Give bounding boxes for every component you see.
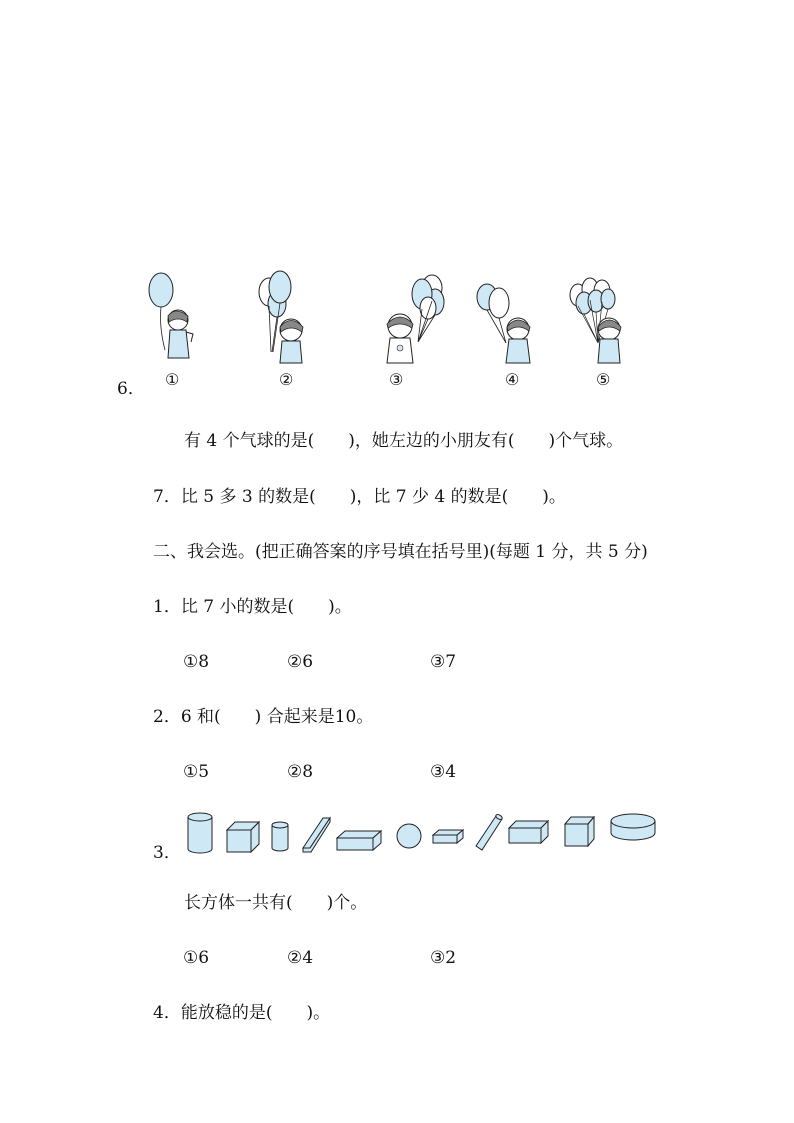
rod-icon: [476, 814, 503, 850]
s2-question-3-number: 3．: [153, 843, 181, 863]
kid-label-1: ①: [165, 370, 180, 389]
cylinder-small-icon: [272, 822, 288, 851]
balloon-kid-3: [382, 274, 447, 367]
s2-question-3-option-2: ②4: [287, 948, 314, 968]
s2-question-1-text: 1．比 7 小的数是( )。: [153, 597, 352, 617]
balloon-kid-2: [255, 270, 315, 367]
flat-box-icon: [337, 831, 381, 850]
balloon-kid-4: [476, 283, 536, 367]
kid-label-5: ⑤: [596, 370, 611, 389]
kid-label-4: ④: [505, 370, 520, 389]
s2-question-4-text: 4．能放稳的是( )。: [153, 1003, 331, 1023]
question-7-text: 7．比 5 多 3 的数是( )，比 7 少 4 的数是( )。: [153, 487, 566, 507]
section-2-title: 二、我会选。(把正确答案的序号填在括号里)(每题 1 分，共 5 分): [153, 542, 648, 562]
s2-question-2-option-3: ③4: [430, 762, 457, 782]
balloon-kid-5: [568, 277, 628, 367]
kid-label-3: ③: [389, 370, 404, 389]
disc-icon: [611, 814, 655, 840]
small-box-icon: [433, 830, 463, 843]
long-prism-icon: [303, 818, 330, 852]
s2-question-2-option-1: ①5: [183, 762, 210, 782]
s2-question-1-option-3: ③7: [430, 652, 457, 672]
s2-question-2-text: 2．6 和( ) 合起来是10。: [153, 707, 374, 727]
cube-icon: [227, 822, 259, 852]
shapes-row: [185, 810, 660, 858]
kid-label-2: ②: [279, 370, 294, 389]
cube-2-icon: [565, 817, 594, 846]
s2-question-2-option-2: ②8: [287, 762, 314, 782]
balloon-kid-1: [145, 272, 200, 367]
question-6-text: 有 4 个气球的是( )，她左边的小朋友有( )个气球。: [184, 431, 624, 451]
box-icon: [509, 821, 548, 843]
s2-question-3-option-3: ③2: [430, 948, 457, 968]
s2-question-3-option-1: ①6: [183, 948, 210, 968]
question-6-number: 6．: [117, 379, 145, 399]
s2-question-1-option-2: ②6: [287, 652, 314, 672]
s2-question-1-option-1: ①8: [183, 652, 210, 672]
sphere-icon: [397, 824, 421, 848]
s2-question-3-text: 长方体一共有( )个。: [184, 893, 368, 913]
cylinder-icon: [188, 813, 212, 853]
